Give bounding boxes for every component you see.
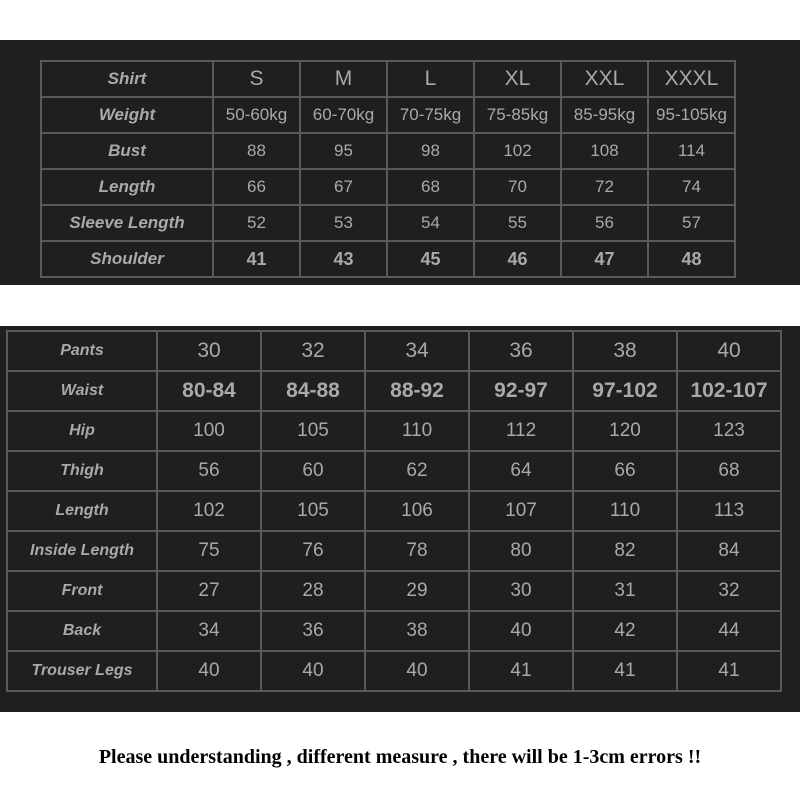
table-cell: 27 [157, 571, 261, 611]
shirt-size-s: S [213, 61, 300, 97]
table-cell: 44 [677, 611, 781, 651]
table-cell: 108 [561, 133, 648, 169]
row-label: Inside Length [7, 531, 157, 571]
table-cell: 80 [469, 531, 573, 571]
pants-size-table [6, 330, 782, 692]
table-cell: 120 [573, 411, 677, 451]
pants-size-30: 30 [157, 331, 261, 371]
measurement-error-note: Please understanding , different measure , there will be 1-3cm errors !! [98, 746, 702, 768]
pants-size-panel [0, 326, 800, 712]
row-label: Length [7, 491, 157, 531]
table-cell: 66 [213, 169, 300, 205]
shirt-size-table [40, 60, 736, 278]
table-cell: 41 [677, 651, 781, 691]
table-cell: 55 [474, 205, 561, 241]
table-cell: 67 [300, 169, 387, 205]
table-cell: 123 [677, 411, 781, 451]
row-label: Weight [41, 97, 213, 133]
table-cell: 34 [157, 611, 261, 651]
pants-size-32: 32 [261, 331, 365, 371]
table-cell: 78 [365, 531, 469, 571]
table-cell: 105 [261, 411, 365, 451]
table-cell: 75 [157, 531, 261, 571]
table-cell: 53 [300, 205, 387, 241]
table-cell: 85-95kg [561, 97, 648, 133]
table-cell: 98 [387, 133, 474, 169]
table-cell: 102-107 [677, 371, 781, 411]
table-cell: 68 [387, 169, 474, 205]
shirt-size-panel [0, 40, 800, 285]
shirt-row-shoulder [41, 241, 735, 277]
table-cell: 62 [365, 451, 469, 491]
table-cell: 54 [387, 205, 474, 241]
table-cell: 56 [561, 205, 648, 241]
shirt-size-m: M [300, 61, 387, 97]
pants-row-hip [7, 411, 781, 451]
row-label: Length [41, 169, 213, 205]
table-cell: 110 [573, 491, 677, 531]
table-cell: 64 [469, 451, 573, 491]
table-cell: 102 [474, 133, 561, 169]
table-cell: 95-105kg [648, 97, 735, 133]
table-cell: 88 [213, 133, 300, 169]
pants-header-label: Pants [7, 331, 157, 371]
pants-row-trouser-legs [7, 651, 781, 691]
shirt-row-sleeve-length [41, 205, 735, 241]
table-cell: 38 [365, 611, 469, 651]
table-cell: 84 [677, 531, 781, 571]
table-cell: 95 [300, 133, 387, 169]
row-label: Bust [41, 133, 213, 169]
table-cell: 100 [157, 411, 261, 451]
table-cell: 41 [213, 241, 300, 277]
table-cell: 114 [648, 133, 735, 169]
table-cell: 31 [573, 571, 677, 611]
shirt-row-length [41, 169, 735, 205]
pants-size-38: 38 [573, 331, 677, 371]
pants-row-waist [7, 371, 781, 411]
table-cell: 42 [573, 611, 677, 651]
shirt-row-weight [41, 97, 735, 133]
pants-row-length [7, 491, 781, 531]
table-cell: 48 [648, 241, 735, 277]
pants-row-back [7, 611, 781, 651]
shirt-size-xl: XL [474, 61, 561, 97]
table-cell: 72 [561, 169, 648, 205]
table-cell: 102 [157, 491, 261, 531]
table-cell: 32 [677, 571, 781, 611]
shirt-header-label: Shirt [41, 61, 213, 97]
table-cell: 97-102 [573, 371, 677, 411]
table-cell: 40 [365, 651, 469, 691]
table-cell: 110 [365, 411, 469, 451]
table-cell: 113 [677, 491, 781, 531]
table-cell: 43 [300, 241, 387, 277]
table-cell: 84-88 [261, 371, 365, 411]
pants-size-36: 36 [469, 331, 573, 371]
table-cell: 40 [157, 651, 261, 691]
pants-size-40: 40 [677, 331, 781, 371]
table-cell: 88-92 [365, 371, 469, 411]
table-cell: 50-60kg [213, 97, 300, 133]
table-cell: 60 [261, 451, 365, 491]
shirt-size-xxl: XXL [561, 61, 648, 97]
row-label: Front [7, 571, 157, 611]
pants-row-front [7, 571, 781, 611]
table-cell: 82 [573, 531, 677, 571]
table-cell: 56 [157, 451, 261, 491]
table-cell: 47 [561, 241, 648, 277]
row-label: Waist [7, 371, 157, 411]
table-cell: 107 [469, 491, 573, 531]
table-cell: 46 [474, 241, 561, 277]
pants-header-row [7, 331, 781, 371]
table-cell: 36 [261, 611, 365, 651]
shirt-size-xxxl: XXXL [648, 61, 735, 97]
table-cell: 52 [213, 205, 300, 241]
table-cell: 66 [573, 451, 677, 491]
row-label: Back [7, 611, 157, 651]
table-cell: 105 [261, 491, 365, 531]
shirt-row-bust [41, 133, 735, 169]
row-label: Hip [7, 411, 157, 451]
table-cell: 76 [261, 531, 365, 571]
row-label: Sleeve Length [41, 205, 213, 241]
table-cell: 40 [469, 611, 573, 651]
table-cell: 70-75kg [387, 97, 474, 133]
table-cell: 75-85kg [474, 97, 561, 133]
row-label: Trouser Legs [7, 651, 157, 691]
table-cell: 29 [365, 571, 469, 611]
table-cell: 68 [677, 451, 781, 491]
table-cell: 41 [573, 651, 677, 691]
row-label: Thigh [7, 451, 157, 491]
row-label: Shoulder [41, 241, 213, 277]
table-cell: 45 [387, 241, 474, 277]
table-cell: 112 [469, 411, 573, 451]
table-cell: 106 [365, 491, 469, 531]
pants-row-thigh [7, 451, 781, 491]
shirt-header-row [41, 61, 735, 97]
table-cell: 74 [648, 169, 735, 205]
pants-row-inside-length [7, 531, 781, 571]
table-cell: 30 [469, 571, 573, 611]
table-cell: 41 [469, 651, 573, 691]
table-cell: 40 [261, 651, 365, 691]
shirt-size-l: L [387, 61, 474, 97]
table-cell: 80-84 [157, 371, 261, 411]
table-cell: 57 [648, 205, 735, 241]
table-cell: 70 [474, 169, 561, 205]
table-cell: 92-97 [469, 371, 573, 411]
table-cell: 60-70kg [300, 97, 387, 133]
pants-size-34: 34 [365, 331, 469, 371]
table-cell: 28 [261, 571, 365, 611]
